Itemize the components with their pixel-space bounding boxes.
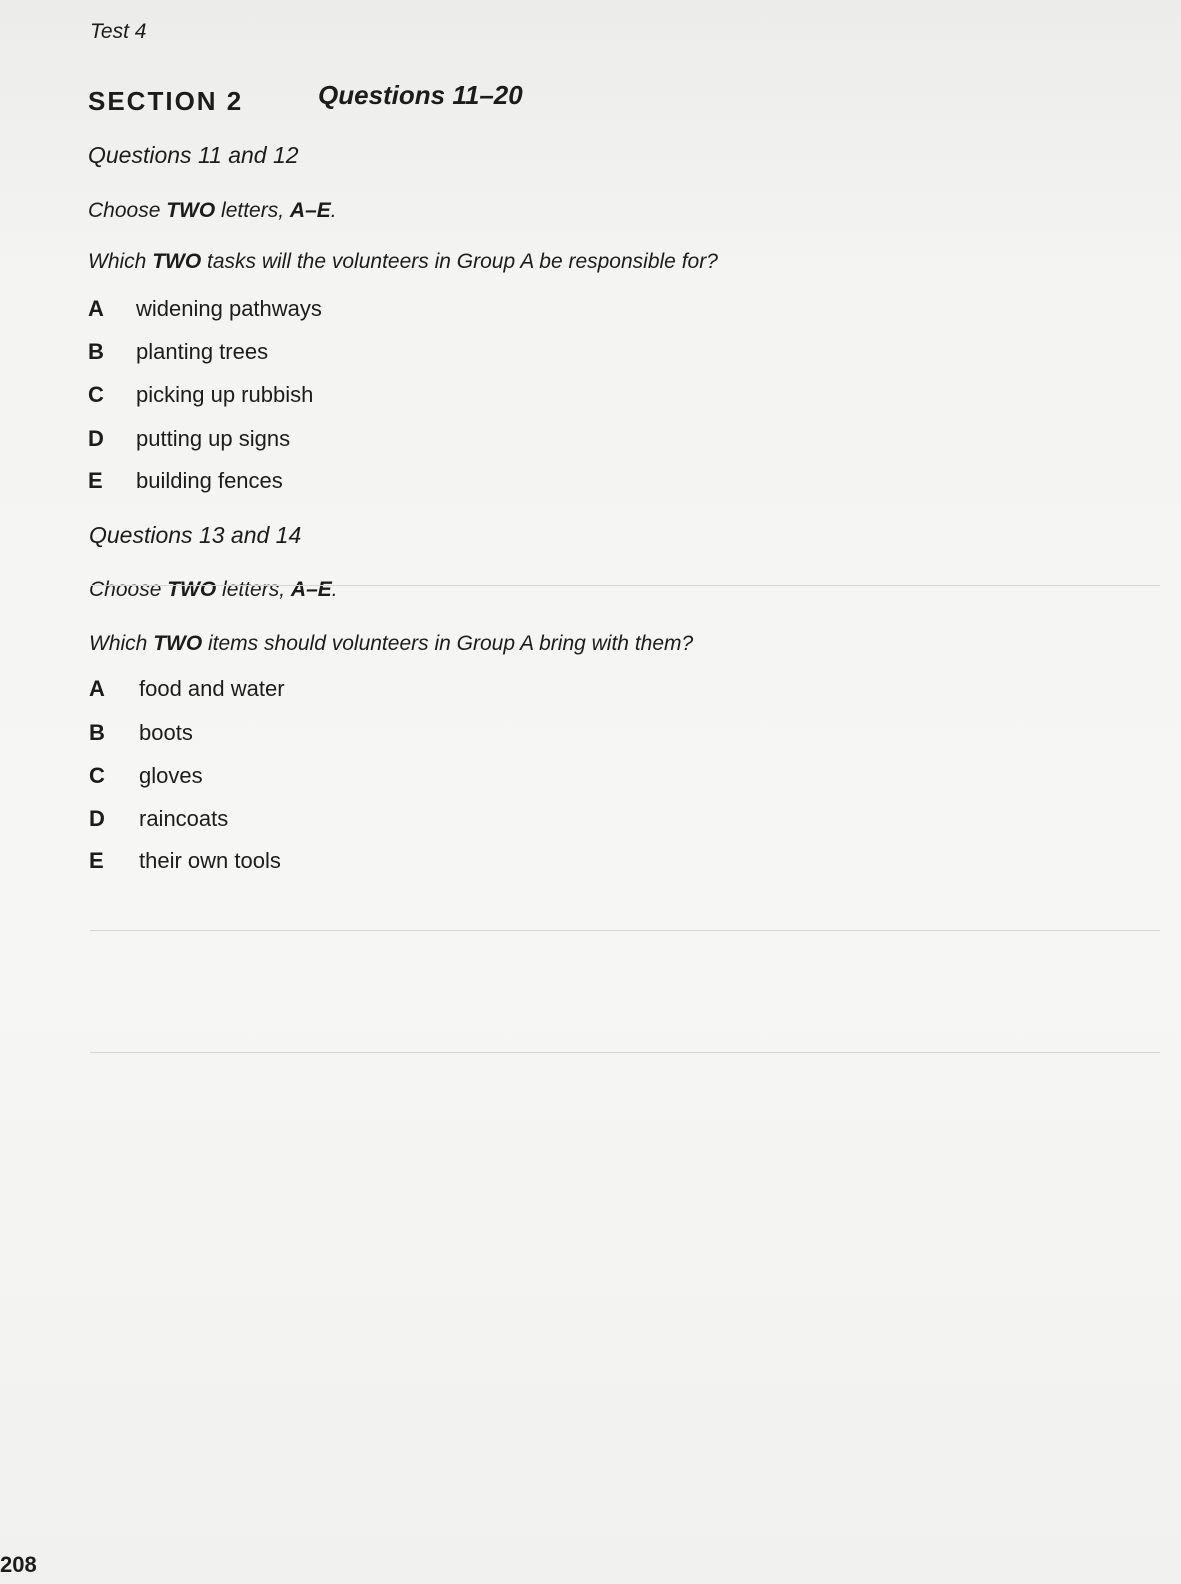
prompt-bold: TWO [153, 632, 203, 655]
instr-text: . [331, 578, 338, 601]
instr-text: . [330, 199, 337, 222]
question-prompt-1 [88, 250, 718, 274]
option-text: planting trees [136, 339, 269, 364]
option-e-2 [89, 848, 281, 874]
instr-text: letters, [216, 578, 291, 601]
option-c-2 [89, 763, 203, 789]
option-letter: A [88, 296, 104, 321]
option-text: food and water [139, 676, 285, 701]
section-questions-range: Questions 11–20 [318, 80, 523, 110]
choose-instruction-1 [88, 199, 337, 223]
instr-text: Choose [88, 199, 167, 222]
option-letter: C [89, 763, 105, 788]
option-letter: C [88, 382, 104, 407]
instr-bold: A–E [289, 199, 331, 222]
option-e-1 [88, 468, 283, 494]
option-b-1 [88, 339, 268, 365]
option-d-2 [89, 806, 228, 832]
show-through-line [90, 930, 1160, 931]
option-a-2 [89, 676, 285, 702]
question-prompt-2 [89, 632, 693, 656]
option-letter: B [89, 720, 105, 745]
instr-bold: TWO [166, 199, 216, 222]
option-a-1 [88, 296, 322, 322]
option-text: building fences [136, 468, 283, 493]
option-letter: E [88, 468, 103, 493]
choose-instruction-2 [89, 578, 338, 602]
option-text: widening pathways [136, 296, 322, 321]
prompt-text: items should volunteers in Group A bring with them? [202, 632, 694, 655]
option-letter: B [88, 339, 104, 364]
option-text: putting up signs [136, 426, 291, 451]
option-letter: E [89, 848, 104, 873]
option-c-1 [88, 382, 313, 408]
option-d-1 [88, 426, 290, 452]
section-title: SECTION 2 [88, 86, 244, 116]
option-text: their own tools [139, 848, 281, 873]
option-text: boots [139, 720, 193, 745]
prompt-bold: TWO [152, 250, 202, 273]
option-b-2 [89, 720, 193, 746]
option-letter: A [89, 676, 105, 701]
option-text: gloves [139, 763, 203, 788]
option-letter: D [89, 806, 105, 831]
prompt-text: tasks will the volunteers in Group A be responsible for? [201, 250, 718, 273]
instr-bold: A–E [290, 578, 332, 601]
page-number: 208 [0, 1552, 37, 1577]
show-through-line [90, 585, 1160, 586]
instr-text: letters, [215, 199, 290, 222]
show-through-line [90, 1052, 1160, 1053]
option-text: raincoats [139, 806, 229, 831]
option-letter: D [88, 426, 104, 451]
prompt-text: Which [88, 250, 153, 273]
prompt-text: Which [89, 632, 154, 655]
instr-text: Choose [89, 578, 168, 601]
option-text: picking up rubbish [136, 382, 314, 407]
running-head: Test 4 [90, 20, 147, 43]
questions-11-12-heading: Questions 11 and 12 [88, 142, 299, 168]
questions-13-14-heading: Questions 13 and 14 [89, 522, 302, 548]
instr-bold: TWO [167, 578, 217, 601]
